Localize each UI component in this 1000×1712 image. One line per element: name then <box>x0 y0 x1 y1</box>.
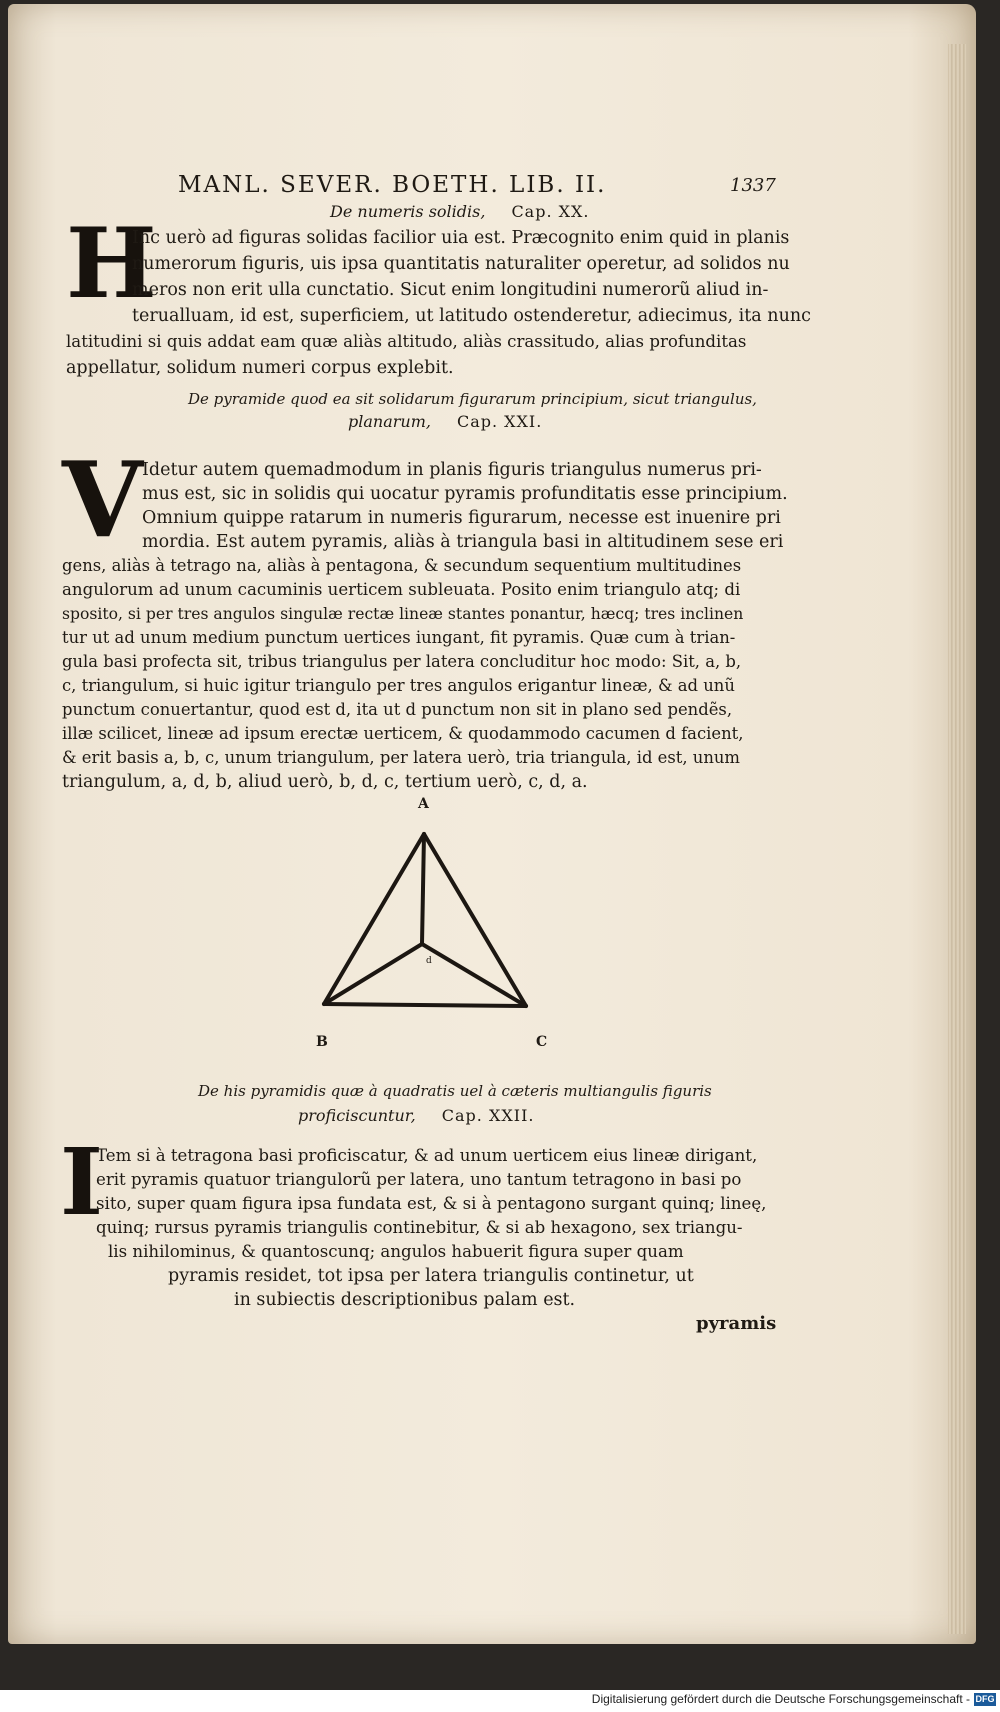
chapter-21-line: triangulum, a, d, b, aliud uerò, b, d, c, tertium uerò, c, d, a. <box>62 772 588 792</box>
chapter-20-line: meros non erit ulla cunctatio. Sicut enim longitudini numerorũ aliud in- <box>132 280 769 300</box>
edge-a-d <box>422 834 424 944</box>
chapter-22-heading-line2 <box>298 1106 534 1125</box>
chapter-21-line: mus est, sic in solidis qui uocatur pyramis profunditatis esse principium. <box>142 484 788 504</box>
chapter-21-line: & erit basis a, b, c, unum triangulum, per latera uerò, tria triangula, id est, unum <box>62 748 740 767</box>
pyramid-figure <box>308 794 568 1044</box>
edge-d-b <box>324 944 422 1004</box>
chapter-20-title: De numeris solidis, <box>330 202 486 221</box>
chapter-21-line: sposito, si per tres angulos singulæ rectæ lineæ stantes ponantur, hæcq; tres inclinen <box>62 605 744 623</box>
digitization-footer <box>0 1690 1000 1712</box>
chapter-21-heading-line1: De pyramide quod ea sit solidarum figurarum principium, sicut triangulus, <box>188 390 757 408</box>
chapter-22-line: quinq; rursus pyramis triangulis continebitur, & si ab hexagono, sex triangu- <box>96 1218 743 1237</box>
chapter-20-initial: H <box>66 207 157 320</box>
chapter-21-line: punctum conuertantur, quod est d, ita ut d punctum non sit in plano sed pendẽs, <box>62 700 733 719</box>
chapter-21-line: c, triangulum, si huic igitur triangulo per tres angulos erigantur lineæ, & ad unũ <box>62 676 735 695</box>
catchword: pyramis <box>696 1313 777 1334</box>
chapter-22-title-end: proficiscuntur, <box>298 1106 416 1125</box>
chapter-22-line: lis nihilominus, & quantoscunq; angulos habuerit figura super quam <box>108 1242 684 1261</box>
book-page <box>8 4 976 1644</box>
chapter-22-initial: I <box>60 1128 104 1236</box>
figure-label-d: d <box>426 956 432 966</box>
chapter-21-line: mordia. Est autem pyramis, aliàs à triangula basi in altitudinem sese eri <box>142 532 784 552</box>
chapter-21-heading-line2 <box>348 412 542 431</box>
chapter-21-line: angulorum ad unum cacuminis uerticem subleuata. Posito enim triangulo atq; di <box>62 580 741 599</box>
chapter-20-heading <box>330 202 590 221</box>
figure-label-a: A <box>418 796 429 812</box>
chapter-21-line: tur ut ad unum medium punctum uertices iungant, fit pyramis. Quæ cum à trian- <box>62 628 736 647</box>
chapter-21-line: Omnium quippe ratarum in numeris figurarum, necesse est inuenire pri <box>142 508 781 528</box>
chapter-21-line: Idetur autem quemadmodum in planis figuris triangulus numerus pri- <box>142 460 762 480</box>
edge-b-c <box>324 1004 526 1006</box>
chapter-22-heading-line1: De his pyramidis quæ à quadratis uel à cæteris multiangulis figuris <box>198 1082 712 1100</box>
chapter-22-line: Tem si à tetragona basi proficiscatur, & ad unum uerticem eius lineæ dirigant, <box>96 1146 758 1165</box>
chapter-21-line: illæ scilicet, lineæ ad ipsum erectæ uerticem, & quodammodo cacumen d facient, <box>62 724 744 743</box>
chapter-22-line: in subiectis descriptionibus palam est. <box>234 1290 576 1310</box>
running-head: MANL. SEVER. BOETH. LIB. II. <box>178 172 607 198</box>
dfg-logo-icon[interactable]: DFG <box>975 1694 995 1704</box>
chapter-20-line: terualluam, id est, superficiem, ut latitudo ostenderetur, adiecimus, ita nunc <box>132 306 811 326</box>
chapter-21-initial: V <box>62 438 143 561</box>
chapter-22-cap: Cap. XXII. <box>441 1106 535 1125</box>
edge-d-c <box>422 944 526 1006</box>
edge-a-b <box>324 834 424 1004</box>
chapter-20-line: numerorum figuris, uis ipsa quantitatis naturaliter operetur, ad solidos nu <box>132 254 790 274</box>
edge-a-c <box>424 834 526 1006</box>
chapter-21-cap: Cap. XXI. <box>456 412 543 431</box>
chapter-21-line: gens, aliàs à tetrago na, aliàs à pentagona, & secundum sequentium multitudines <box>62 556 742 575</box>
chapter-22-line: pyramis residet, tot ipsa per latera triangulis continetur, ut <box>168 1266 694 1286</box>
chapter-20-line: Inc uerò ad figuras solidas facilior uia est. Præcognito enim quid in planis <box>132 228 790 248</box>
chapter-21-line: gula basi profecta sit, tribus triangulus per latera concluditur hoc modo: Sit, a, b, <box>62 652 742 671</box>
chapter-20-line: latitudini si quis addat eam quæ aliàs altitudo, aliàs crassitudo, alias profunditas <box>66 332 747 351</box>
chapter-22-line: sito, super quam figura ipsa fundata est, & si à pentagono surgant quinq; lineę, <box>96 1194 767 1213</box>
chapter-21-title-end: planarum, <box>348 412 431 431</box>
chapter-20-line: appellatur, solidum numeri corpus explebit. <box>66 358 454 378</box>
page-number: 1337 <box>730 175 776 196</box>
page-edge-shadow <box>948 44 966 1634</box>
figure-label-b: B <box>316 1034 328 1050</box>
figure-label-c: C <box>536 1034 548 1050</box>
chapter-20-cap: Cap. XX. <box>511 202 590 221</box>
footer-credit: Digitalisierung gefördert durch die Deutsche Forschungsgemeinschaft - <box>591 1692 970 1706</box>
chapter-22-line: erit pyramis quatuor triangulorũ per latera, uno tantum tetragono in basi po <box>96 1170 742 1189</box>
